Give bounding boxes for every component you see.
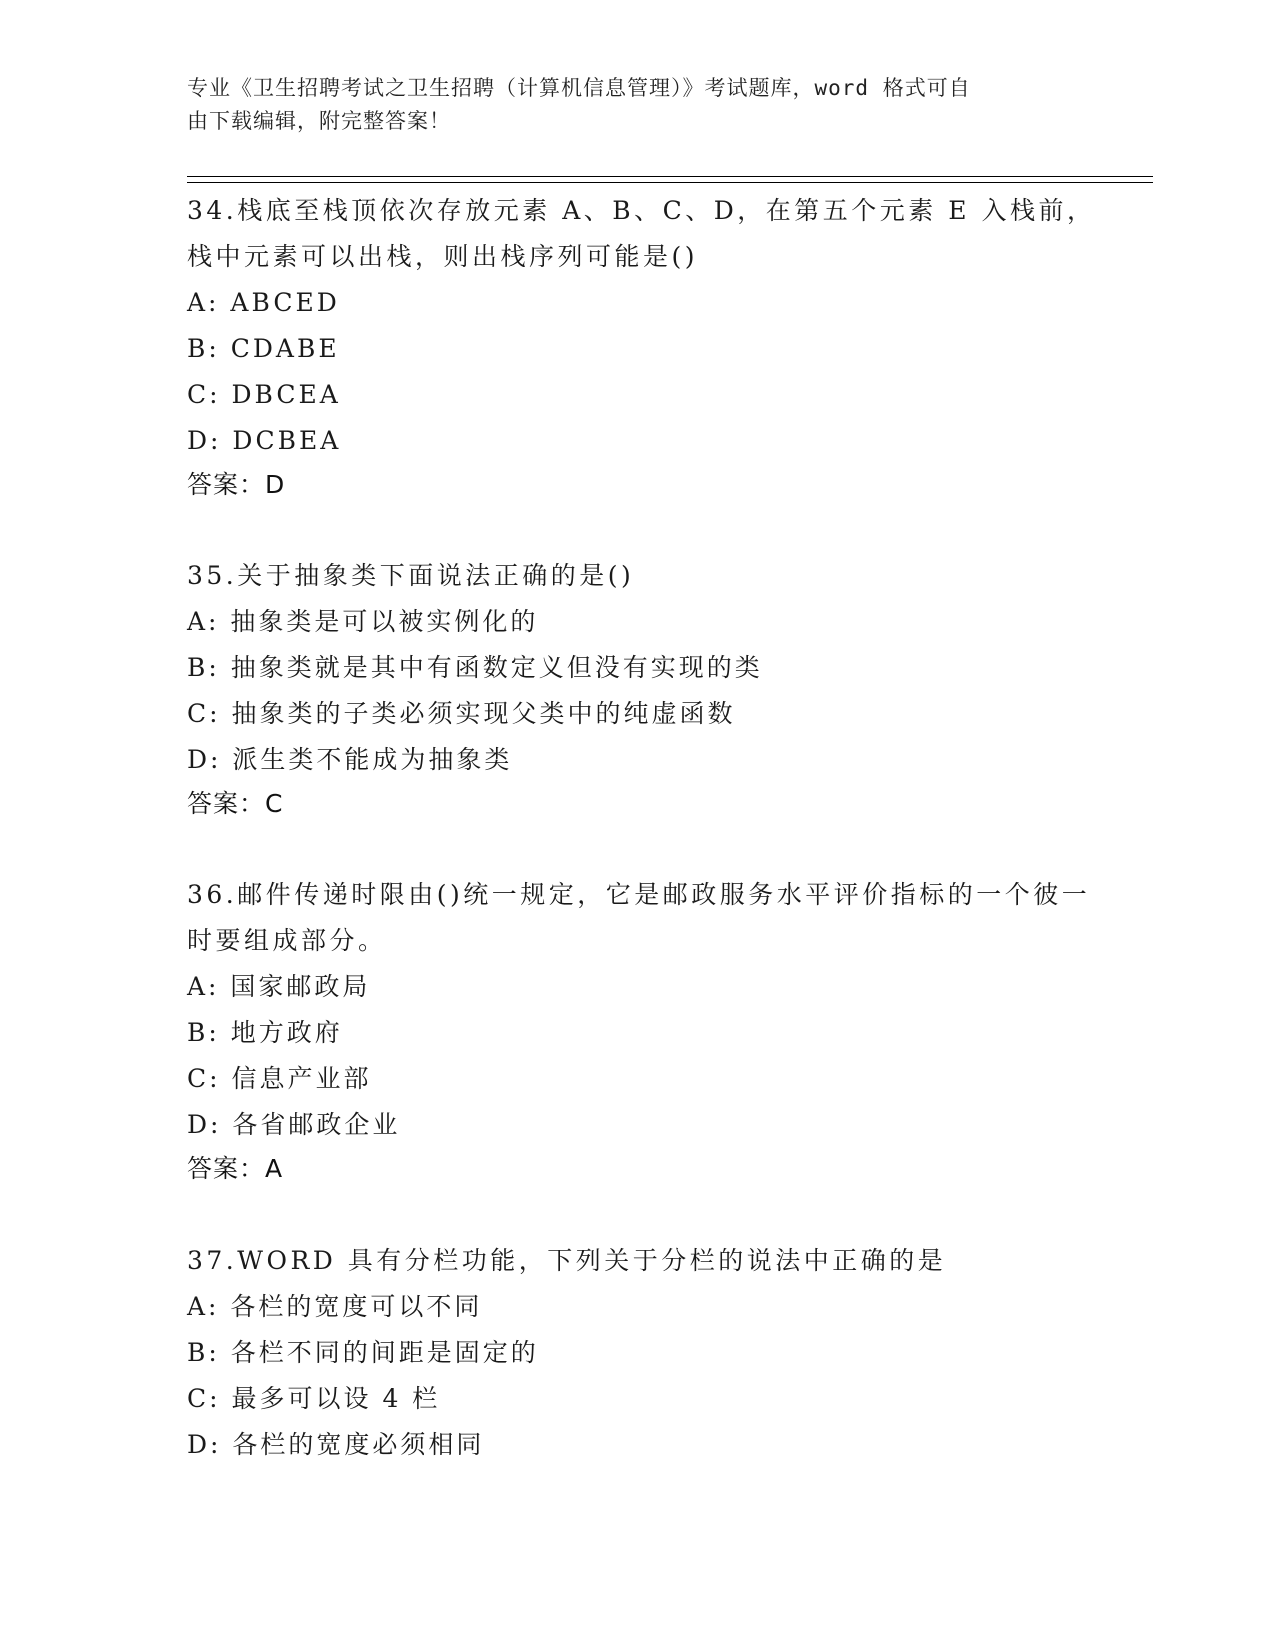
question-stem: 36.邮件传递时限由()统一规定，它是邮政服务水平评价指标的一个彼一时要组成部分。 xyxy=(187,880,1091,955)
option-a: A: 国家邮政局 xyxy=(187,972,371,1001)
option-d: D: 派生类不能成为抽象类 xyxy=(187,745,513,774)
option-b: B: 各栏不同的间距是固定的 xyxy=(187,1338,539,1367)
option-a: A: 各栏的宽度可以不同 xyxy=(187,1292,483,1321)
question-stem: 34.栈底至栈顶依次存放元素 A、B、C、D，在第五个元素 E 入栈前，栈中元素可以出栈，则出栈序列可能是() xyxy=(187,196,1096,271)
answer: 答案：D xyxy=(187,470,286,499)
question-37 xyxy=(187,1238,1107,1468)
option-d: D: 各栏的宽度必须相同 xyxy=(187,1430,485,1459)
option-a: A: ABCED xyxy=(187,288,340,317)
option-c: C: DBCEA xyxy=(187,380,341,409)
option-c: C: 抽象类的子类必须实现父类中的纯虚函数 xyxy=(187,699,736,728)
header-line-1: 专业《卫生招聘考试之卫生招聘（计算机信息管理）》考试题库，word 格式可自 xyxy=(187,76,971,100)
answer: 答案：C xyxy=(187,789,284,818)
option-d: D: DCBEA xyxy=(187,426,342,455)
option-c: C: 信息产业部 xyxy=(187,1064,372,1093)
answer: 答案：A xyxy=(187,1154,284,1183)
option-c: C: 最多可以设 4 栏 xyxy=(187,1384,441,1413)
question-35 xyxy=(187,553,1107,825)
header-line-2: 由下载编辑，附完整答案！ xyxy=(187,109,451,133)
header-divider-bottom xyxy=(187,182,1153,183)
option-d: D: 各省邮政企业 xyxy=(187,1110,401,1139)
option-b: B: 地方政府 xyxy=(187,1018,343,1047)
question-36 xyxy=(187,872,1107,1190)
question-stem: 35.关于抽象类下面说法正确的是() xyxy=(187,561,635,590)
document-header xyxy=(187,72,1087,138)
option-b: B: CDABE xyxy=(187,334,340,363)
option-b: B: 抽象类就是其中有函数定义但没有实现的类 xyxy=(187,653,763,682)
question-34 xyxy=(187,188,1107,506)
header-divider-top xyxy=(187,176,1153,177)
question-stem: 37.WORD 具有分栏功能，下列关于分栏的说法中正确的是 xyxy=(187,1246,947,1275)
option-a: A: 抽象类是可以被实例化的 xyxy=(187,607,539,636)
